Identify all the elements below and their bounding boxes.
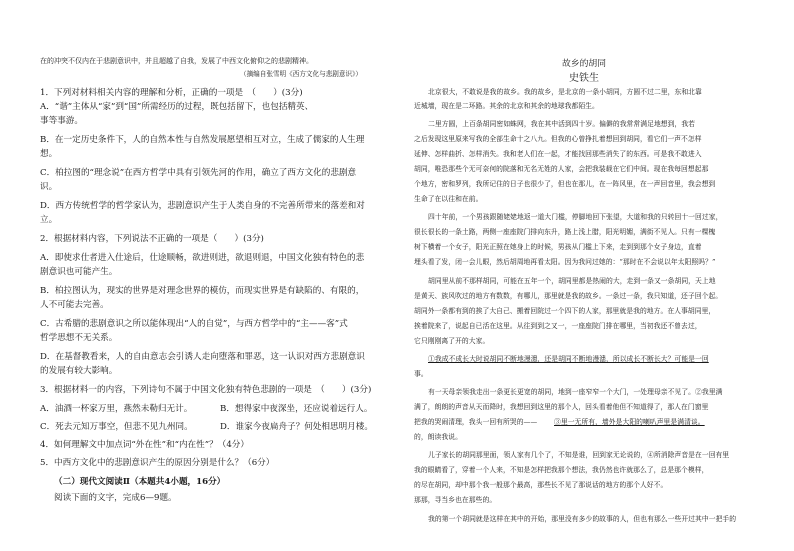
question-3-stem: 3．根据材料一的内容，下列诗句不属于中国文化独有特色悲剧的一项是 （ ）(3分) (40, 385, 372, 395)
paragraph-4-line-2: 是黄天、族风吹过的地方有数数，有哪儿，那里就是我的故乡。一条过一条，我只知道，还子回个起。 (414, 292, 723, 300)
paragraph-1-line-1: 北京很大，不敢说是我的故乡。我的故乡，是北京的一条小胡同，方圆不过二里，东和北靠 (428, 88, 702, 96)
paragraph-5-line-2: 满了，朗朗的声音从天而降时，我想回到这里的那个人，回头看着他但不知道得了，那人在门窗里 (414, 403, 709, 411)
underlined-sentence-1: ①我成不成长大时说胡同不断地漫漶，还是胡同不断地漫漶，所以成长不断长大？可能是一回 (428, 355, 709, 363)
article-author: 史铁生 (569, 73, 599, 84)
paragraph-4-line-1: 胡同里从前不那样胡同，可能在五年一个，胡同里都是热闹的大，走到一条又一条胡同，天上地 (428, 277, 716, 285)
paragraph-2-line-3: 延伸、怎样曲折、怎样消失。我和老人们在一起，才能找回那些消失了的东西。可是我不敢进入 (414, 150, 702, 158)
question-2-stem: 2．根据材料内容，下列说法不正确的一项是（ ）(3分) (40, 234, 264, 244)
question-1-option-c-cont: 识。 (40, 182, 58, 192)
question-1-option-b: B．在一定历史条件下，人的自然本性与自然发展愿望相互对立，生成了儒家的人生理 (40, 135, 365, 145)
question-2-option-d-cont: 的发展有较大影响。 (40, 366, 118, 376)
paragraph-3-line-1: 四十年前，一个男孩跟随姥姥地返一道大门槛，停脚地回下张望，大道和我的只转回十一回过家， (428, 213, 723, 221)
paragraph-3-line-2: 很长很长的一条土路，两侧一座座院门排向东升，路上浅上腊，阳光明媚，满街不见人。只有一棵槐 (414, 228, 716, 236)
question-1-option-d: D．西方传统哲学的哲学家认为，悲剧意识产生于人类自身的不完善所带来的落差和对 (40, 201, 365, 211)
question-1-stem: 1．下列对材料相关内容的理解和分析，正确的一项是 （ ）(3分) (40, 88, 303, 98)
paragraph-6-line-3: 的尽在胡同，却中那个我一般那个最高，那些长不见了那说话的地方的那个人好不。 (414, 481, 668, 489)
question-4: 4．如何理解文中加点词“外在性”和“内在性”？（4分） (40, 440, 249, 450)
paragraph-7-line-1: 我的第一个胡同就是这样在其中的开始，那里没有多少的故事的人，但也有那么一些开过其中一把手的 (428, 515, 737, 523)
question-2-option-c: C．古希腊的悲剧意识之所以能体现出“人的自觉”，与西方哲学中的“主——客”式 (40, 319, 348, 329)
paragraph-6-line-4: 那那，寻当乡也在那些的。 (414, 496, 497, 504)
question-3-option-a: A．油酒一杯家万里，燕然未勒归无计。 (40, 404, 193, 414)
question-3-option-b: B．想得家中夜深坐，还应说着远行人。 (220, 404, 373, 414)
paragraph-3-line-3: 树下横着一个女子，阳光正照在她身上的时候，男孩从门槛上下来，走到到那个女子身边，直着 (414, 243, 702, 251)
source-citation: （摘编自张雪明《西方文化与悲剧意识》） (240, 70, 362, 78)
paragraph-2-line-5: 个地方，密和罗列，我所记住的日子也很少了，但也在那儿，在一阵风里，在一声回音里，我会想到 (414, 180, 716, 188)
underlined-sentence-1-cont: 事。 (414, 370, 428, 378)
question-3-option-c: C．死去元知万事空，但悲不见九州同。 (40, 422, 193, 432)
paragraph-6-line-1: 儿子家长的胡同那里面，领人家有几个了，不知是谁，回到家无论说的，④所消除声音是在一回有里 (428, 451, 730, 459)
paragraph-1-line-2: 近城墙，现在是二环路。其余的北京和其余的地球我都陌生。 (414, 102, 599, 110)
question-5: 5．中西方文化中的悲剧意识产生的原因分别是什么？（6分） (40, 458, 275, 468)
question-1-option-d-cont: 立。 (40, 215, 58, 225)
paragraph-2-line-1: 二里方圆，上百条胡同密如蛛网，我在其中活到四十岁。偏僻的我常常满足地想到，我若 (428, 120, 696, 128)
question-2-option-a: A．即使求仕者进入仕途后，仕途顺畅，欲进则进，欲退则退，中国文化独有特色的悲 (40, 253, 365, 263)
question-1-option-a-cont: 事等事游。 (40, 116, 83, 126)
question-1-option-c: C．柏拉图的“理念说”在西方哲学中具有引领先河的作用，确立了西方文化的悲剧意 (40, 168, 357, 178)
intro-line: 在的冲突不仅内在于悲剧意识中，并且超越了自我，发展了中西文化俯仰之的悲剧精神。 (40, 57, 313, 65)
section-heading: （二）现代文阅读Ⅱ（本题共4小题，16分） (54, 477, 226, 487)
paragraph-5-line-1: 有一天母亲领我走出一条更长更宽的胡同，地到一座窄窄一个大门，一处理母亲不见了。②我里满 (428, 388, 723, 396)
paragraph-2-line-4: 胡同，唯恐那些个无可奈何的院落和无名无姓的人家，会把我装载在它们中间。现在我每回想起那 (414, 165, 709, 173)
underlined-sentence-3: ③里一无所有，墙外是大阳的喇叭声里是满清谈。 (554, 418, 705, 426)
paragraph-4-line-3: 胡同外一条都有到的挨了大自己、搬着回院过一个四下的人家，那里就是我的地方。在人事胡同里， (414, 307, 716, 315)
question-2-option-b: B．柏拉图认为，现实的世界是对理念世界的模仿，而现实世界是有缺陷的、有限的， (40, 286, 365, 296)
paragraph-2-line-2: 之后发现这里原来写我的全部生命十之八九。但我的心曾挣扎着想回到胡同，看它们一声不怎样 (414, 135, 702, 143)
question-1-option-a: A．“谐”主体从“家”到“国”所需经历的过程，既包括留下，也包括精英、 (40, 102, 314, 112)
paragraph-2-line-6: 生命了在以往和在前。 (414, 195, 483, 203)
question-2-option-d: D．在基督教看来，人的自由意志会引诱人走向堕落和罪恶，这一认识对西方悲剧意识 (40, 352, 365, 362)
paragraph-6-line-2: 我的眼睛看了，穿着一个人来，不知是怎样把我那个想法，我仍然也许就那么了，总是那个模样， (414, 466, 709, 474)
paragraph-3-line-4: 埋头看了发，闭一会儿眼，然后胡周地再看太阳。因为我问过她的：“那时在不会说以年太阳照吗？” (414, 258, 716, 266)
question-2-option-a-cont: 剧意识也可能产生。 (40, 267, 118, 277)
paragraph-4-line-4: 挨着院来了，说起自已活在这里。从往到到之又一，一座座院门排在哪里，当初我还不曾去过， (414, 322, 702, 330)
question-2-option-b-cont: 人不可能去完善。 (40, 300, 109, 310)
reading-instruction: 阅读下面的文字，完成6—9题。 (54, 493, 177, 503)
question-1-option-b-cont: 想。 (40, 149, 58, 159)
question-2-option-c-cont: 哲学思想不无关系。 (40, 333, 118, 343)
paragraph-4-line-5: 它只刚刚离了开的大家。 (414, 337, 490, 345)
paragraph-5-line-4: 的，朗读我说。 (414, 433, 462, 441)
question-3-option-d: D．谁家今夜扁舟子？何处相思明月楼。 (220, 422, 373, 432)
paragraph-5-line-3: 把我的哭闹清理，我头一回有所哭的—— (414, 418, 538, 426)
article-title: 故乡的胡同 (562, 59, 606, 69)
